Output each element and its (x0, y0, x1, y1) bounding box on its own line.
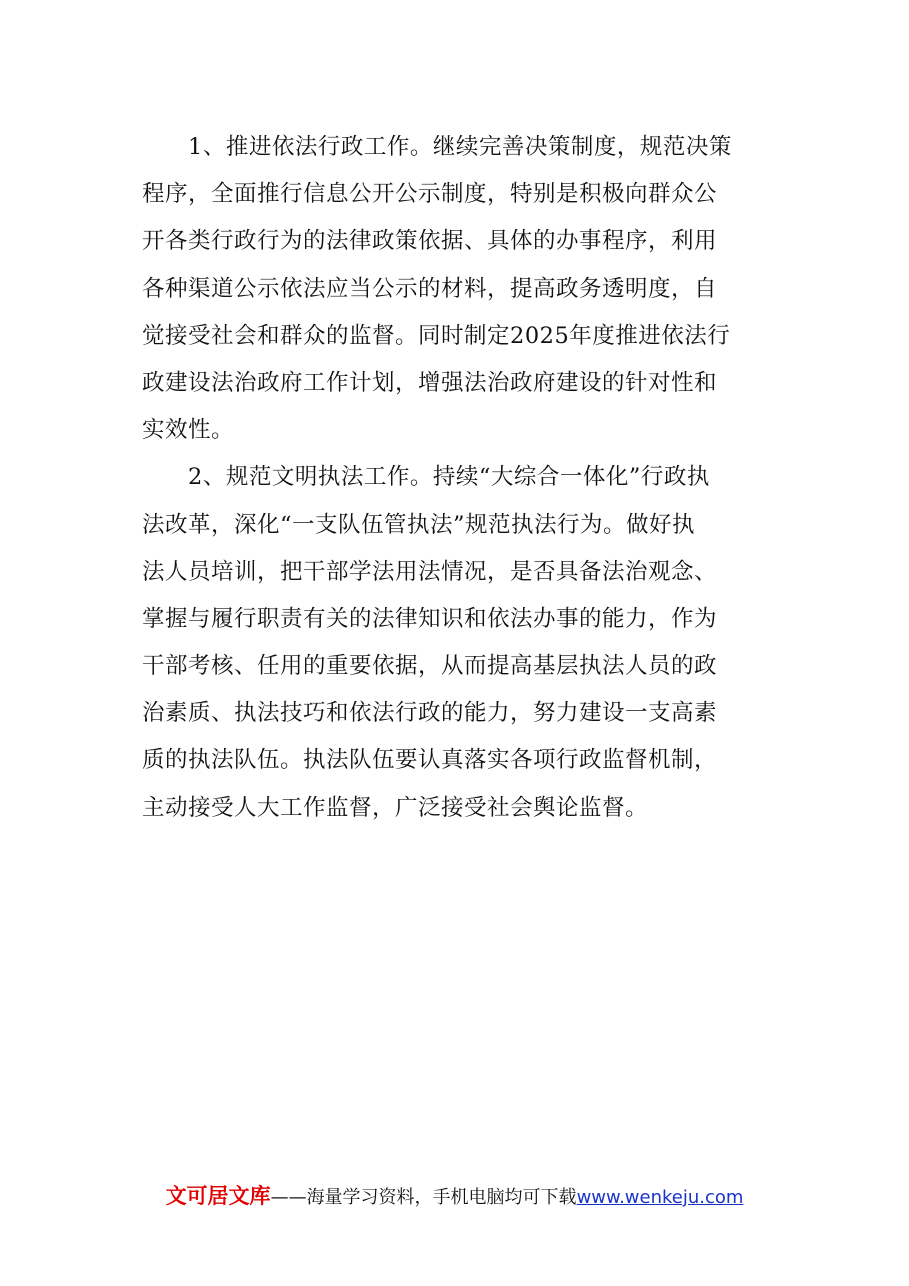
text-line: 2、规范文明执法工作。持续“大综合一体化”行政执 (142, 464, 710, 491)
footer-link[interactable]: www.wenkeju.com (576, 1187, 744, 1208)
text-line: 干部考核、任用的重要依据，从而提高基层执法人员的政 (142, 653, 718, 680)
text-line: 各种渠道公示依法应当公示的材料，提高政务透明度，自 (142, 275, 718, 302)
document-body (142, 124, 774, 832)
text-line: 法人员培训，把干部学法用法情况，是否具备法治观念、 (142, 558, 718, 585)
text-line: 治素质、执法技巧和依法行政的能力，努力建设一支高素 (142, 700, 718, 727)
text-line: 主动接受人大工作监督，广泛接受社会舆论监督。 (142, 794, 649, 821)
text-line: 觉接受社会和群众的监督。同时制定2025年度推进依法行 (142, 322, 731, 349)
text-line: 程序，全面推行信息公开公示制度，特别是积极向群众公 (142, 181, 718, 208)
text-line: 政建设法治政府工作计划，增强法治政府建设的针对性和 (142, 369, 718, 396)
footer-brand: 文可居文库 (165, 1184, 271, 1208)
text-line: 开各类行政行为的法律政策依据、具体的办事程序，利用 (142, 228, 718, 255)
text-line: 质的执法队伍。执法队伍要认真落实各项行政监督机制， (142, 747, 718, 774)
text-line: 1、推进依法行政工作。继续完善决策制度，规范决策 (142, 134, 732, 160)
text-line: 实效性。 (142, 417, 235, 444)
footer (0, 1180, 909, 1210)
text-line: 掌握与履行职责有关的法律知识和依法办事的能力，作为 (142, 605, 718, 632)
footer-tagline: ——海量学习资料，手机电脑均可下载 (270, 1187, 577, 1208)
text-line: 法改革，深化“一支队伍管执法”规范执法行为。做好执 (142, 511, 696, 538)
